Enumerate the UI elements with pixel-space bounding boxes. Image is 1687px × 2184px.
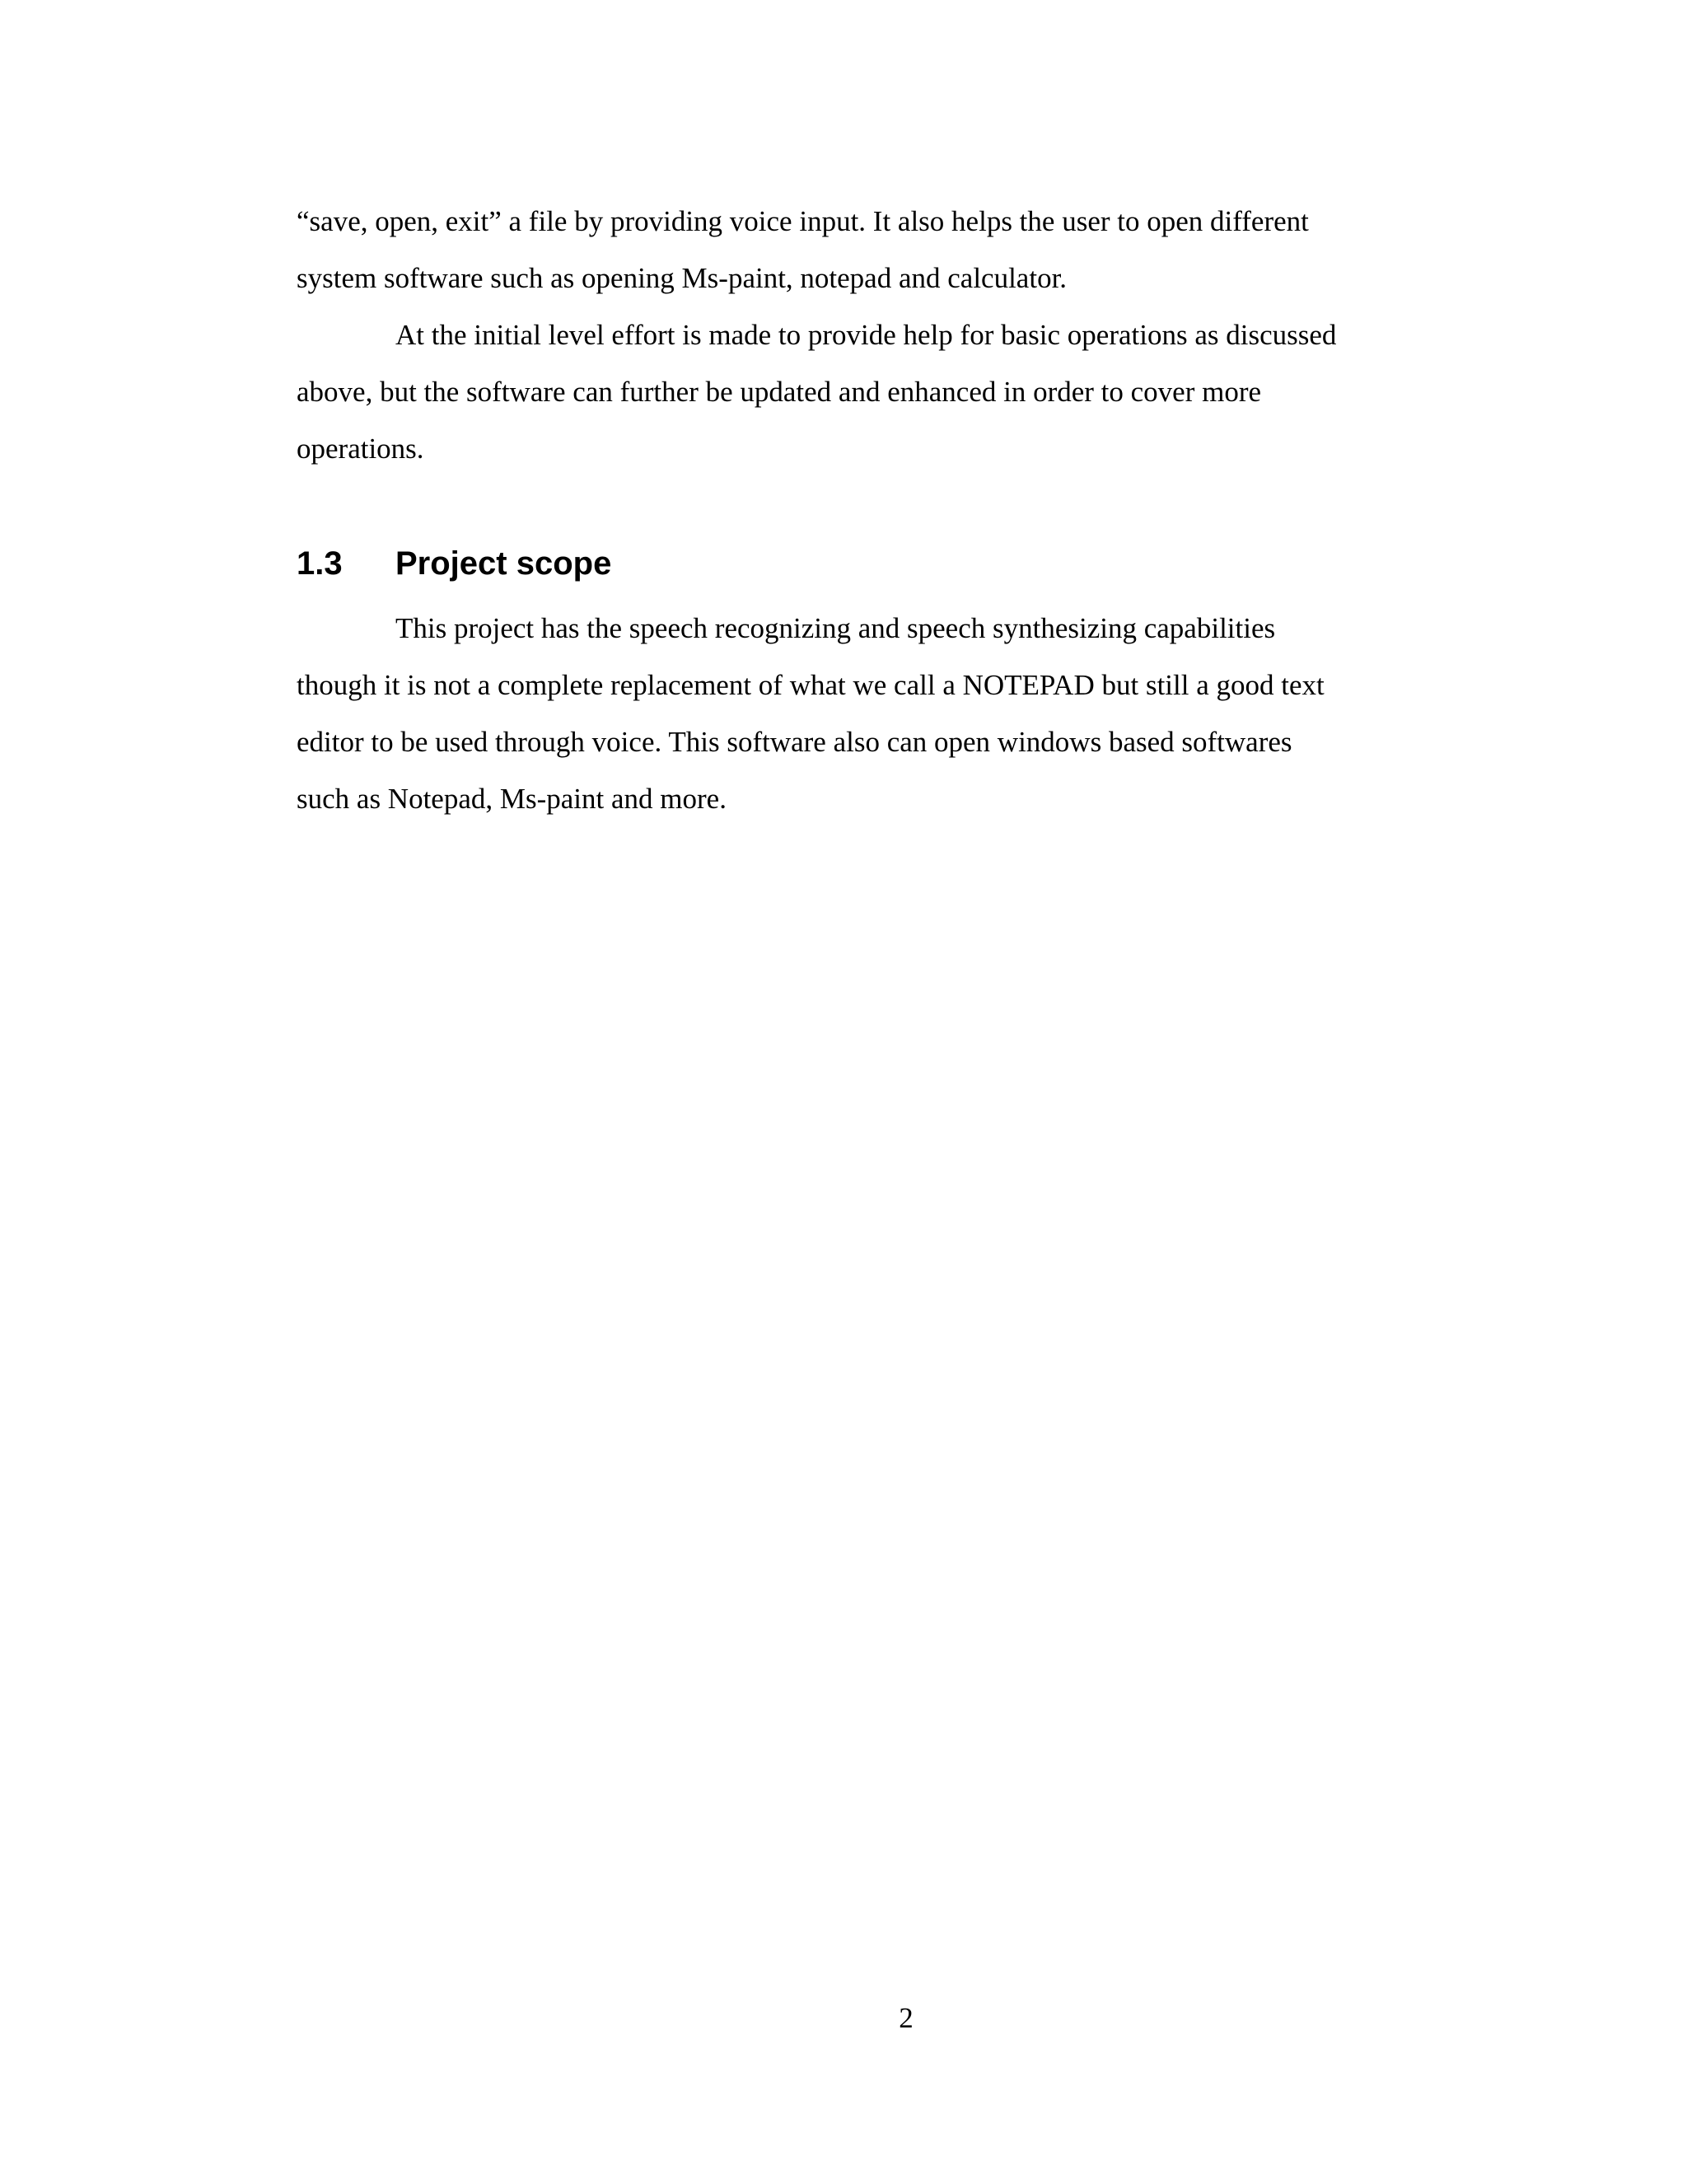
paragraph-line: system software such as opening Ms-paint, notepad and calculator. xyxy=(297,262,1068,294)
paragraph-line: such as Notepad, Ms-paint and more. xyxy=(297,783,727,815)
paragraph-voice-input xyxy=(297,193,1392,306)
paragraph-line: “save, open, exit” a file by providing voice input. It also helps the user to open different xyxy=(297,205,1309,237)
paragraph-line: editor to be used through voice. This software also can open windows based softwares xyxy=(297,726,1292,758)
section-title: Project scope xyxy=(395,545,612,582)
paragraph-line: At the initial level effort is made to provide help for basic operations as discussed xyxy=(395,319,1337,351)
page-number: 2 xyxy=(899,2002,914,2034)
paragraph-line: though it is not a complete replacement of what we call a NOTEPAD but still a good text xyxy=(297,669,1325,701)
paragraph-line: This project has the speech recognizing and speech synthesizing capabilities xyxy=(395,612,1276,644)
paragraph-project-scope xyxy=(297,600,1392,827)
paragraph-initial-level xyxy=(297,306,1392,477)
section-heading xyxy=(297,539,611,588)
section-number: 1.3 xyxy=(297,545,343,582)
paragraph-line: above, but the software can further be updated and enhanced in order to cover more xyxy=(297,376,1262,408)
paragraph-line: operations. xyxy=(297,433,424,465)
